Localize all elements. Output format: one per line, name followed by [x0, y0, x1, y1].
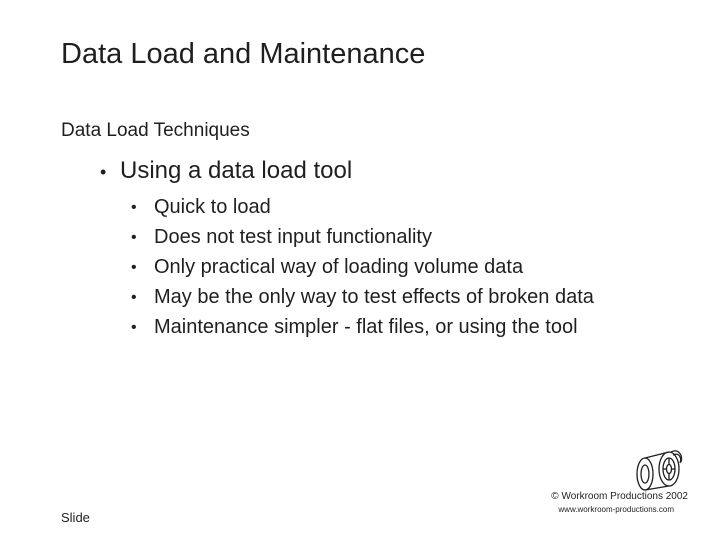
list-item-text: Quick to load	[154, 196, 271, 218]
bullet-icon: •	[131, 259, 137, 276]
bullet-icon: •	[100, 162, 107, 182]
bullet-icon: •	[131, 289, 137, 306]
bullet-icon: •	[131, 319, 137, 336]
level2-bullet-list	[131, 196, 691, 350]
list-item-text: Only practical way of loading volume data	[154, 256, 524, 278]
list-item	[131, 196, 691, 219]
slide-title: Data Load and Maintenance	[61, 38, 426, 70]
slide-subtitle: Data Load Techniques	[61, 120, 250, 141]
list-item-text: Does not test input functionality	[154, 226, 432, 248]
list-item-text: Maintenance simpler - flat files, or using the tool	[154, 316, 578, 338]
bullet-icon: •	[131, 199, 137, 216]
level1-bullet-item	[100, 157, 352, 185]
copyright-text: © Workroom Productions 2002	[551, 491, 688, 502]
footer-slide-label: Slide	[61, 510, 90, 525]
list-item	[131, 286, 691, 309]
list-item	[131, 256, 691, 279]
footer-url: www.workroom-productions.com	[558, 505, 674, 514]
film-reel-icon	[625, 446, 685, 494]
list-item-text: May be the only way to test effects of broken data	[154, 286, 594, 308]
list-item	[131, 316, 691, 339]
level1-bullet-text: Using a data load tool	[120, 157, 353, 184]
list-item	[131, 226, 691, 249]
bullet-icon: •	[131, 229, 137, 246]
